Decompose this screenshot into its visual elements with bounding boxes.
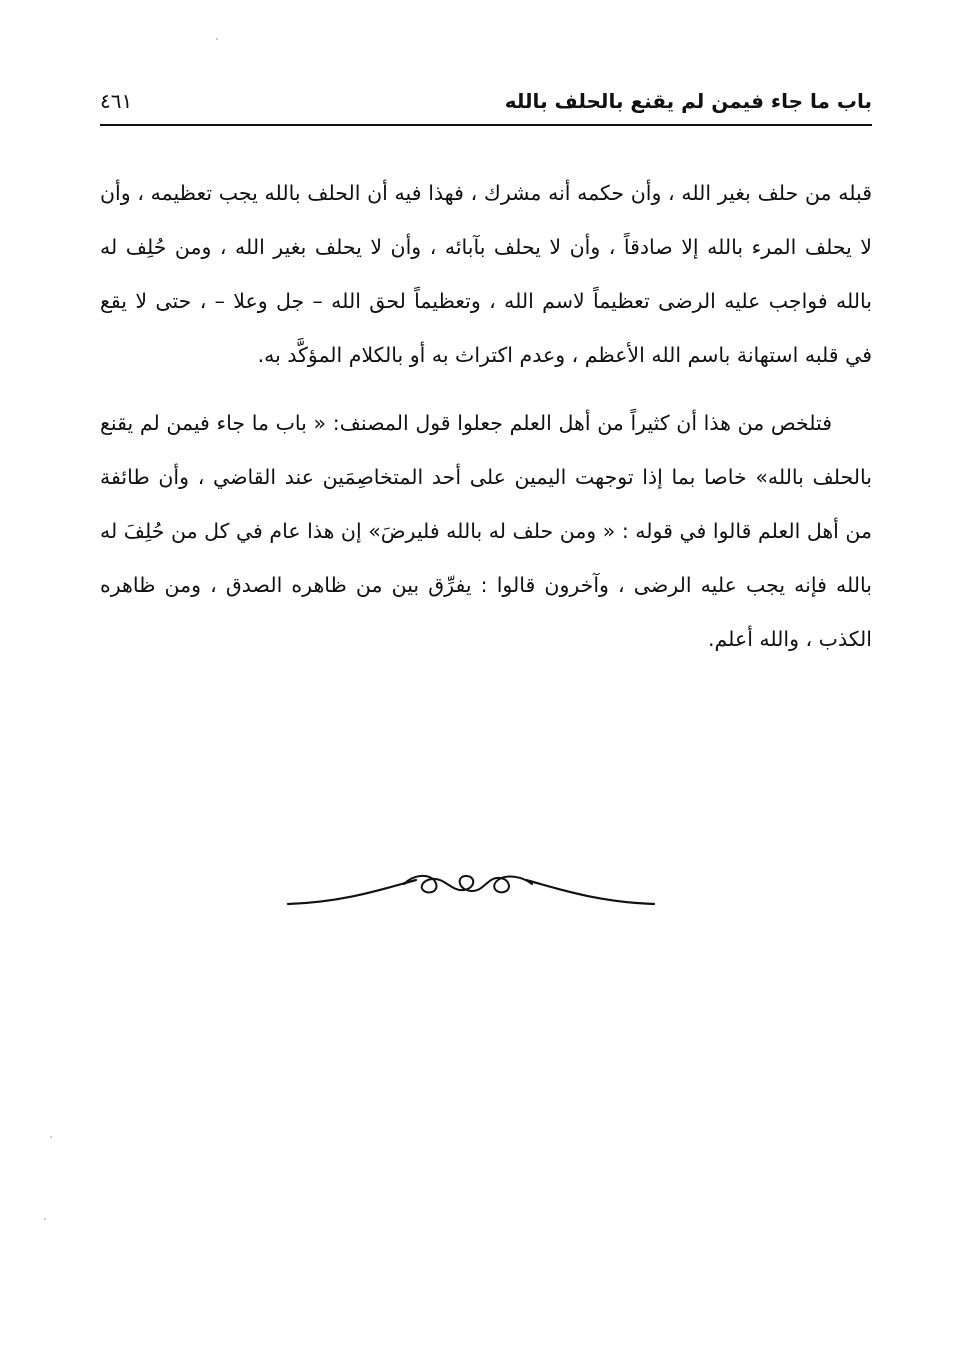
paragraph-1: قبله من حلف بغير الله ، وأن حكمه أنه مشرك ، فهذا فيه أن الحلف بالله يجب تعظيمه ، وأن لا يحلف المرء بالله إلا صادقاً ، وأن لا يحلف بآبائه ، وأن لا يحلف بغير الله ، ومن حُلِف له بالله فواجب عليه الرضى تعظيماً لاسم الله ، وتعظيماً لحق الله – جل وعلا – ، حتى لا يقع في قلبه استهانة باسم الله الأعظم ، وعدم اكتراث به أو بالكلام المؤكَّد به.: [100, 181, 872, 367]
body-text: [100, 166, 872, 666]
page-header: [100, 86, 872, 120]
scan-speck: [50, 1136, 52, 1138]
header-divider: [100, 124, 872, 126]
scan-speck: [44, 1218, 46, 1220]
running-title: باب ما جاء فيمن لم يقنع بالحلف بالله: [504, 89, 872, 113]
paragraph-2: فتلخص من هذا أن كثيراً من أهل العلم جعلوا قول المصنف: « باب ما جاء فيمن لم يقنع بالحلف بالله» خاصا بما إذا توجهت اليمين على أحد المتخاصِمَين عند القاضي ، وأن طائفة من أهل العلم قالوا في قوله : « ومن حلف له بالله فليرضَ» إن هذا عام في كل من حُلِفَ له بالله فإنه يجب عليه الرضى ، وآخرون قالوا : يفرِّق بين من ظاهره الصدق ، ومن ظاهره الكذب ، والله أعلم.: [100, 411, 872, 651]
scan-speck: [216, 38, 218, 40]
page-number: ٤٦١: [100, 89, 133, 113]
decorative-flourish-icon: [286, 858, 656, 918]
